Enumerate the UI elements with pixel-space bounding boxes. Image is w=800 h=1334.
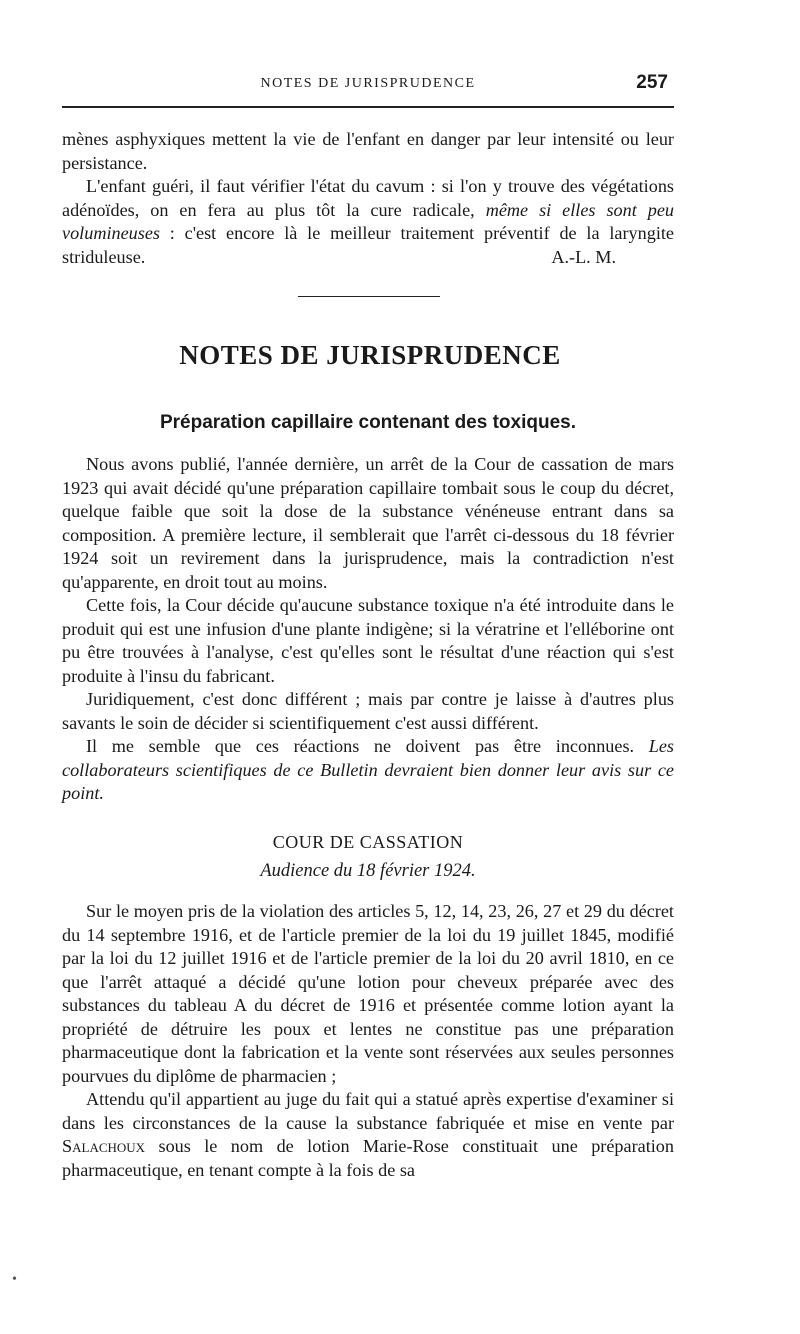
paragraph: [62, 175, 674, 269]
paragraph: Nous avons publié, l'année dernière, un arrêt de la Cour de cassation de mars 1923 qui avait décidé qu'une préparation capillaire tombait sous le coup du décret, quelque faible que soit la dose de la substance vénéneuse entrant dans sa composition. A première lecture, il semblerait que l'arrêt ci-dessous du 18 février 1924 soit un revirement dans la jurisprudence, mais la contradiction n'est qu'apparente, en droit tout au moins.: [62, 454, 674, 592]
text-run: L'enfant guéri, il faut vérifier l'état du cavum : si l'on y trouve des végétations adénoïdes, on en fera au plus tôt la cure radicale,: [62, 176, 674, 220]
paragraph: Sur le moyen pris de la violation des articles 5, 12, 14, 23, 26, 27 et 29 du décret du 14 septembre 1916, et de l'article premier de la loi du 19 juillet 1845, modifié par la loi du 12 juillet 1916 et de l'article premier de la loi du 20 avril 1810, en ce que l'arrêt attaqué a décidé qu'une lotion pour cheveux préparée avec des substances du tableau A du décret de 1916 et présentée comme lotion ayant la propriété de détruire les poux et lentes ne constitue pas une préparation pharmaceutique dont la fabrication et la vente sont réservées aux seules personnes pourvues du diplôme de pharmacien ;: [62, 901, 674, 1086]
text-run: sous le nom de lotion Marie-Rose constituait une préparation pharmaceutique, en tenant compte à la fois de sa: [62, 1136, 674, 1180]
text-run: : c'est encore là le meilleur traitement préventif de la laryngite striduleuse.: [62, 223, 674, 267]
text-run: Attendu qu'il appartient au juge du fait qui a statué après expertise d'examiner si dans les circonstances de la cause la substance fabriquée et mise en vente par: [62, 1089, 674, 1133]
paragraph: mènes asphyxiques mettent la vie de l'enfant en danger par leur intensité ou leur persistance.: [62, 129, 674, 173]
judgment-body: [62, 900, 674, 1182]
section-title: NOTES DE JURISPRUDENCE: [179, 340, 561, 370]
court-name: COUR DE CASSATION: [272, 832, 464, 852]
header-rule: [62, 106, 674, 108]
paragraph: [62, 1088, 674, 1182]
paragraph: Juridiquement, c'est donc différent ; mais par contre je laisse à d'autres plus savants le soin de décider si scientifiquement c'est aussi différent.: [62, 689, 674, 733]
section-divider: [298, 296, 440, 297]
author-signature: A.-L. M.: [551, 246, 616, 267]
margin-dot: •: [12, 1272, 17, 1287]
italic-text: Les collaborateurs scientifiques de ce Bulletin devraient bien donner leur avis sur ce point.: [62, 736, 674, 803]
page-number: 257: [636, 72, 668, 93]
text-run: Il me semble que ces réactions ne doivent pas être inconnues.: [86, 736, 649, 756]
running-title: NOTES DE JURISPRUDENCE: [260, 76, 476, 91]
paragraph: [62, 735, 674, 806]
italic-text: même si elles sont peu volumineuses: [62, 199, 674, 243]
paragraph: Cette fois, la Cour décide qu'aucune substance toxique n'a été introduite dans le produit qui est une infusion d'une plante indigène; si la vératrine et l'elléborine ont pu être trouvées à l'analyse, c'est qu'elles sont le résultat d'une réaction qui s'est produite à l'insu du fabricant.: [62, 595, 674, 686]
audience-date: Audience du 18 février 1924.: [260, 861, 476, 881]
notes-body: [62, 453, 674, 806]
page-header: [62, 72, 674, 98]
person-name: Salachoux: [62, 1136, 146, 1156]
previous-article-ending: [62, 128, 674, 269]
section-subtitle: Préparation capillaire contenant des toxiques.: [159, 412, 576, 433]
